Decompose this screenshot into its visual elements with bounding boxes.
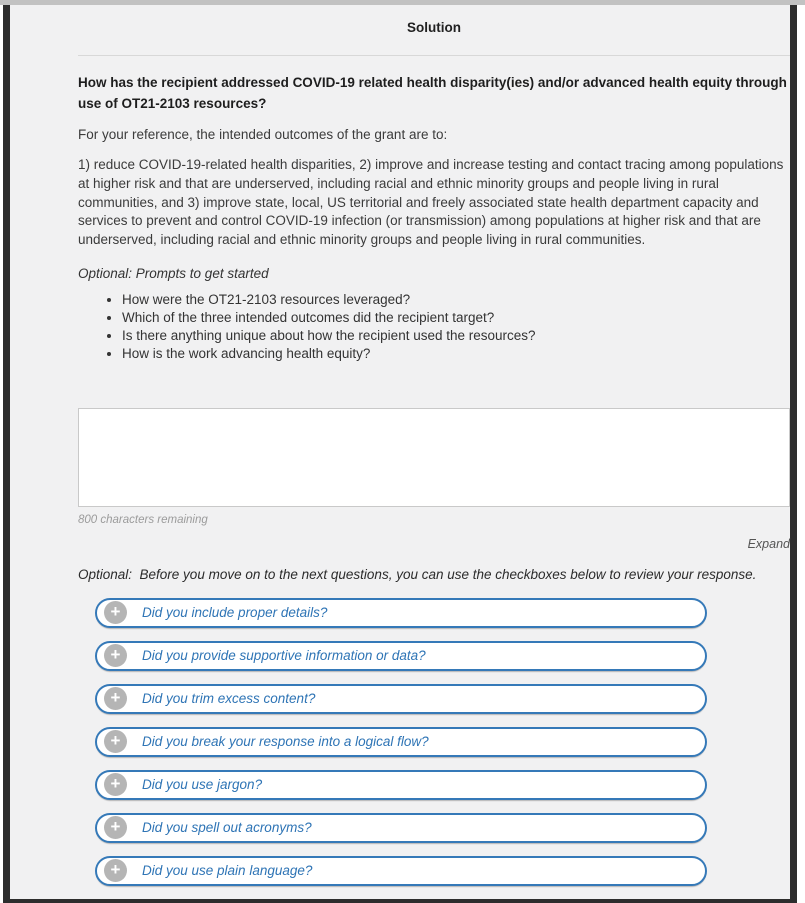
- review-checkbox-label: Did you provide supportive information or data?: [142, 648, 426, 663]
- review-checkbox-label: Did you break your response into a logical flow?: [142, 734, 429, 749]
- prompt-item: • Is there anything unique about how the recipient used the resources?: [122, 327, 790, 345]
- review-checkbox-label: Did you use jargon?: [142, 777, 263, 792]
- plus-icon[interactable]: +: [104, 730, 127, 753]
- plus-icon[interactable]: +: [104, 773, 127, 796]
- review-checkbox[interactable]: [95, 641, 707, 671]
- review-checkbox[interactable]: [95, 684, 707, 714]
- review-checkbox[interactable]: [95, 856, 707, 886]
- prompt-item: • How were the OT21-2103 resources leveraged?: [122, 291, 790, 309]
- expand-link[interactable]: Expand: [747, 536, 790, 551]
- review-checkbox[interactable]: [95, 770, 707, 800]
- response-textarea[interactable]: [78, 408, 790, 507]
- expand-row: [78, 536, 790, 551]
- review-checkbox[interactable]: [95, 727, 707, 757]
- question-text: How has the recipient addressed COVID-19 related health disparity(ies) and/or advanced health equity through use of OT21-2103 resources?: [78, 75, 787, 111]
- reference-body: 1) reduce COVID-19-related health disparities, 2) improve and increase testing and contact tracing among populations at higher risk and that are underserved, including racial and ethnic minority groups and people living in rural communities, and 3) improve state, local, US territorial and freely associated state health department capacity and services to prevent and control COVID-19 infection (or transmission) among populations at higher risk and that are underserved, including racial and ethnic minority groups and people living in rural communities.: [78, 156, 784, 248]
- review-checkbox-label: Did you spell out acronyms?: [142, 820, 312, 835]
- review-instruction: Optional: Before you move on to the next questions, you can use the checkboxes below to review your response.: [78, 566, 757, 582]
- title-divider: [78, 55, 790, 56]
- review-checkbox[interactable]: [95, 813, 707, 843]
- prompt-list: [78, 291, 790, 363]
- plus-icon[interactable]: +: [104, 601, 127, 624]
- page-title: Solution: [407, 20, 461, 35]
- reference-intro: For your reference, the intended outcomes of the grant are to:: [78, 126, 448, 142]
- frame-right-border: [790, 5, 797, 903]
- review-checkbox-label: Did you include proper details?: [142, 605, 328, 620]
- prompt-item: • Which of the three intended outcomes did the recipient target?: [122, 309, 790, 327]
- review-checkbox[interactable]: [95, 598, 707, 628]
- plus-icon[interactable]: +: [104, 644, 127, 667]
- review-checklist: [95, 598, 707, 886]
- plus-icon[interactable]: +: [104, 859, 127, 882]
- frame-left-border: [3, 5, 10, 903]
- plus-icon[interactable]: +: [104, 687, 127, 710]
- characters-remaining: 800 characters remaining: [78, 513, 208, 526]
- review-checkbox-label: Did you trim excess content?: [142, 691, 316, 706]
- prompts-label: Optional: Prompts to get started: [78, 266, 269, 282]
- review-checkbox-label: Did you use plain language?: [142, 863, 313, 878]
- frame-bottom-border: [3, 899, 797, 903]
- slide-content: [10, 5, 790, 899]
- plus-icon[interactable]: +: [104, 816, 127, 839]
- prompt-item: • How is the work advancing health equity?: [122, 345, 790, 363]
